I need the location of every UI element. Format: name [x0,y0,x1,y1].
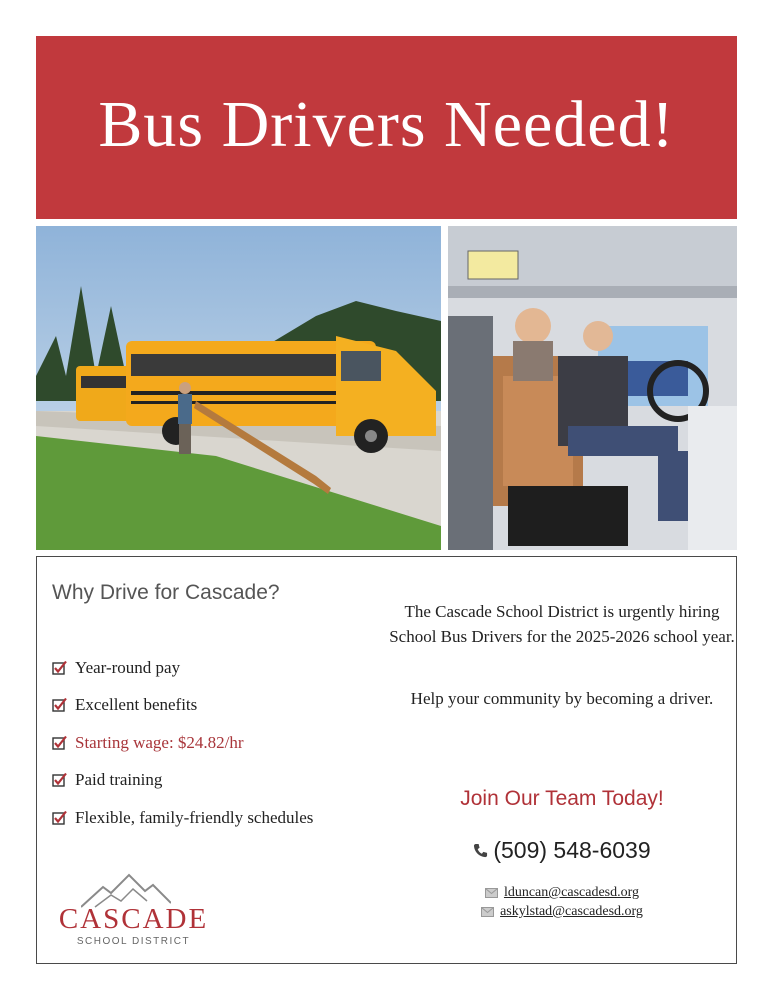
benefit-item [52,687,313,725]
benefit-label: Year-round pay [75,657,181,677]
school-buses-photo [36,226,441,550]
checkbox-checked-icon [52,660,68,676]
email-contact[interactable] [389,885,735,901]
phone-icon [473,843,488,858]
benefit-label: Paid training [75,770,163,790]
community-text: Help your community by becoming a driver. [410,689,714,708]
benefit-label: Starting wage: $24.82/hr [75,732,244,752]
phone-number: (509) 548-6039 [493,837,651,863]
lead-paragraph: The Cascade School District is urgently hiring School Bus Drivers for the 2025-2026 school year. [389,602,735,646]
benefit-label: Excellent benefits [75,695,198,715]
page-title: Bus Drivers Needed! [98,87,675,161]
benefit-item [52,649,313,687]
logo-subtitle: SCHOOL DISTRICT [76,936,191,947]
checkbox-checked-icon [52,772,68,788]
checkbox-checked-icon [52,697,68,713]
email-link[interactable]: lduncan@cascadesd.org [503,885,640,900]
info-panel [36,556,737,964]
header-banner [36,36,737,219]
driver-in-bus-photo [448,226,737,550]
logo-name: CASCADE [58,903,209,935]
benefit-item-wage [52,724,313,762]
why-title: Why Drive for Cascade? [52,581,280,604]
checkbox-checked-icon [52,735,68,751]
benefit-label: Flexible, family-friendly schedules [75,807,314,827]
phone-contact[interactable] [389,837,735,864]
benefit-item [52,799,313,837]
envelope-icon [485,888,498,898]
email-link[interactable]: askylstad@cascadesd.org [500,904,643,919]
cascade-logo [51,873,216,951]
checkbox-checked-icon [52,810,68,826]
envelope-icon [481,907,494,917]
benefits-list [52,649,313,837]
email-contact[interactable] [389,904,735,920]
join-heading: Join Our Team Today! [460,787,664,810]
benefit-item [52,762,313,800]
